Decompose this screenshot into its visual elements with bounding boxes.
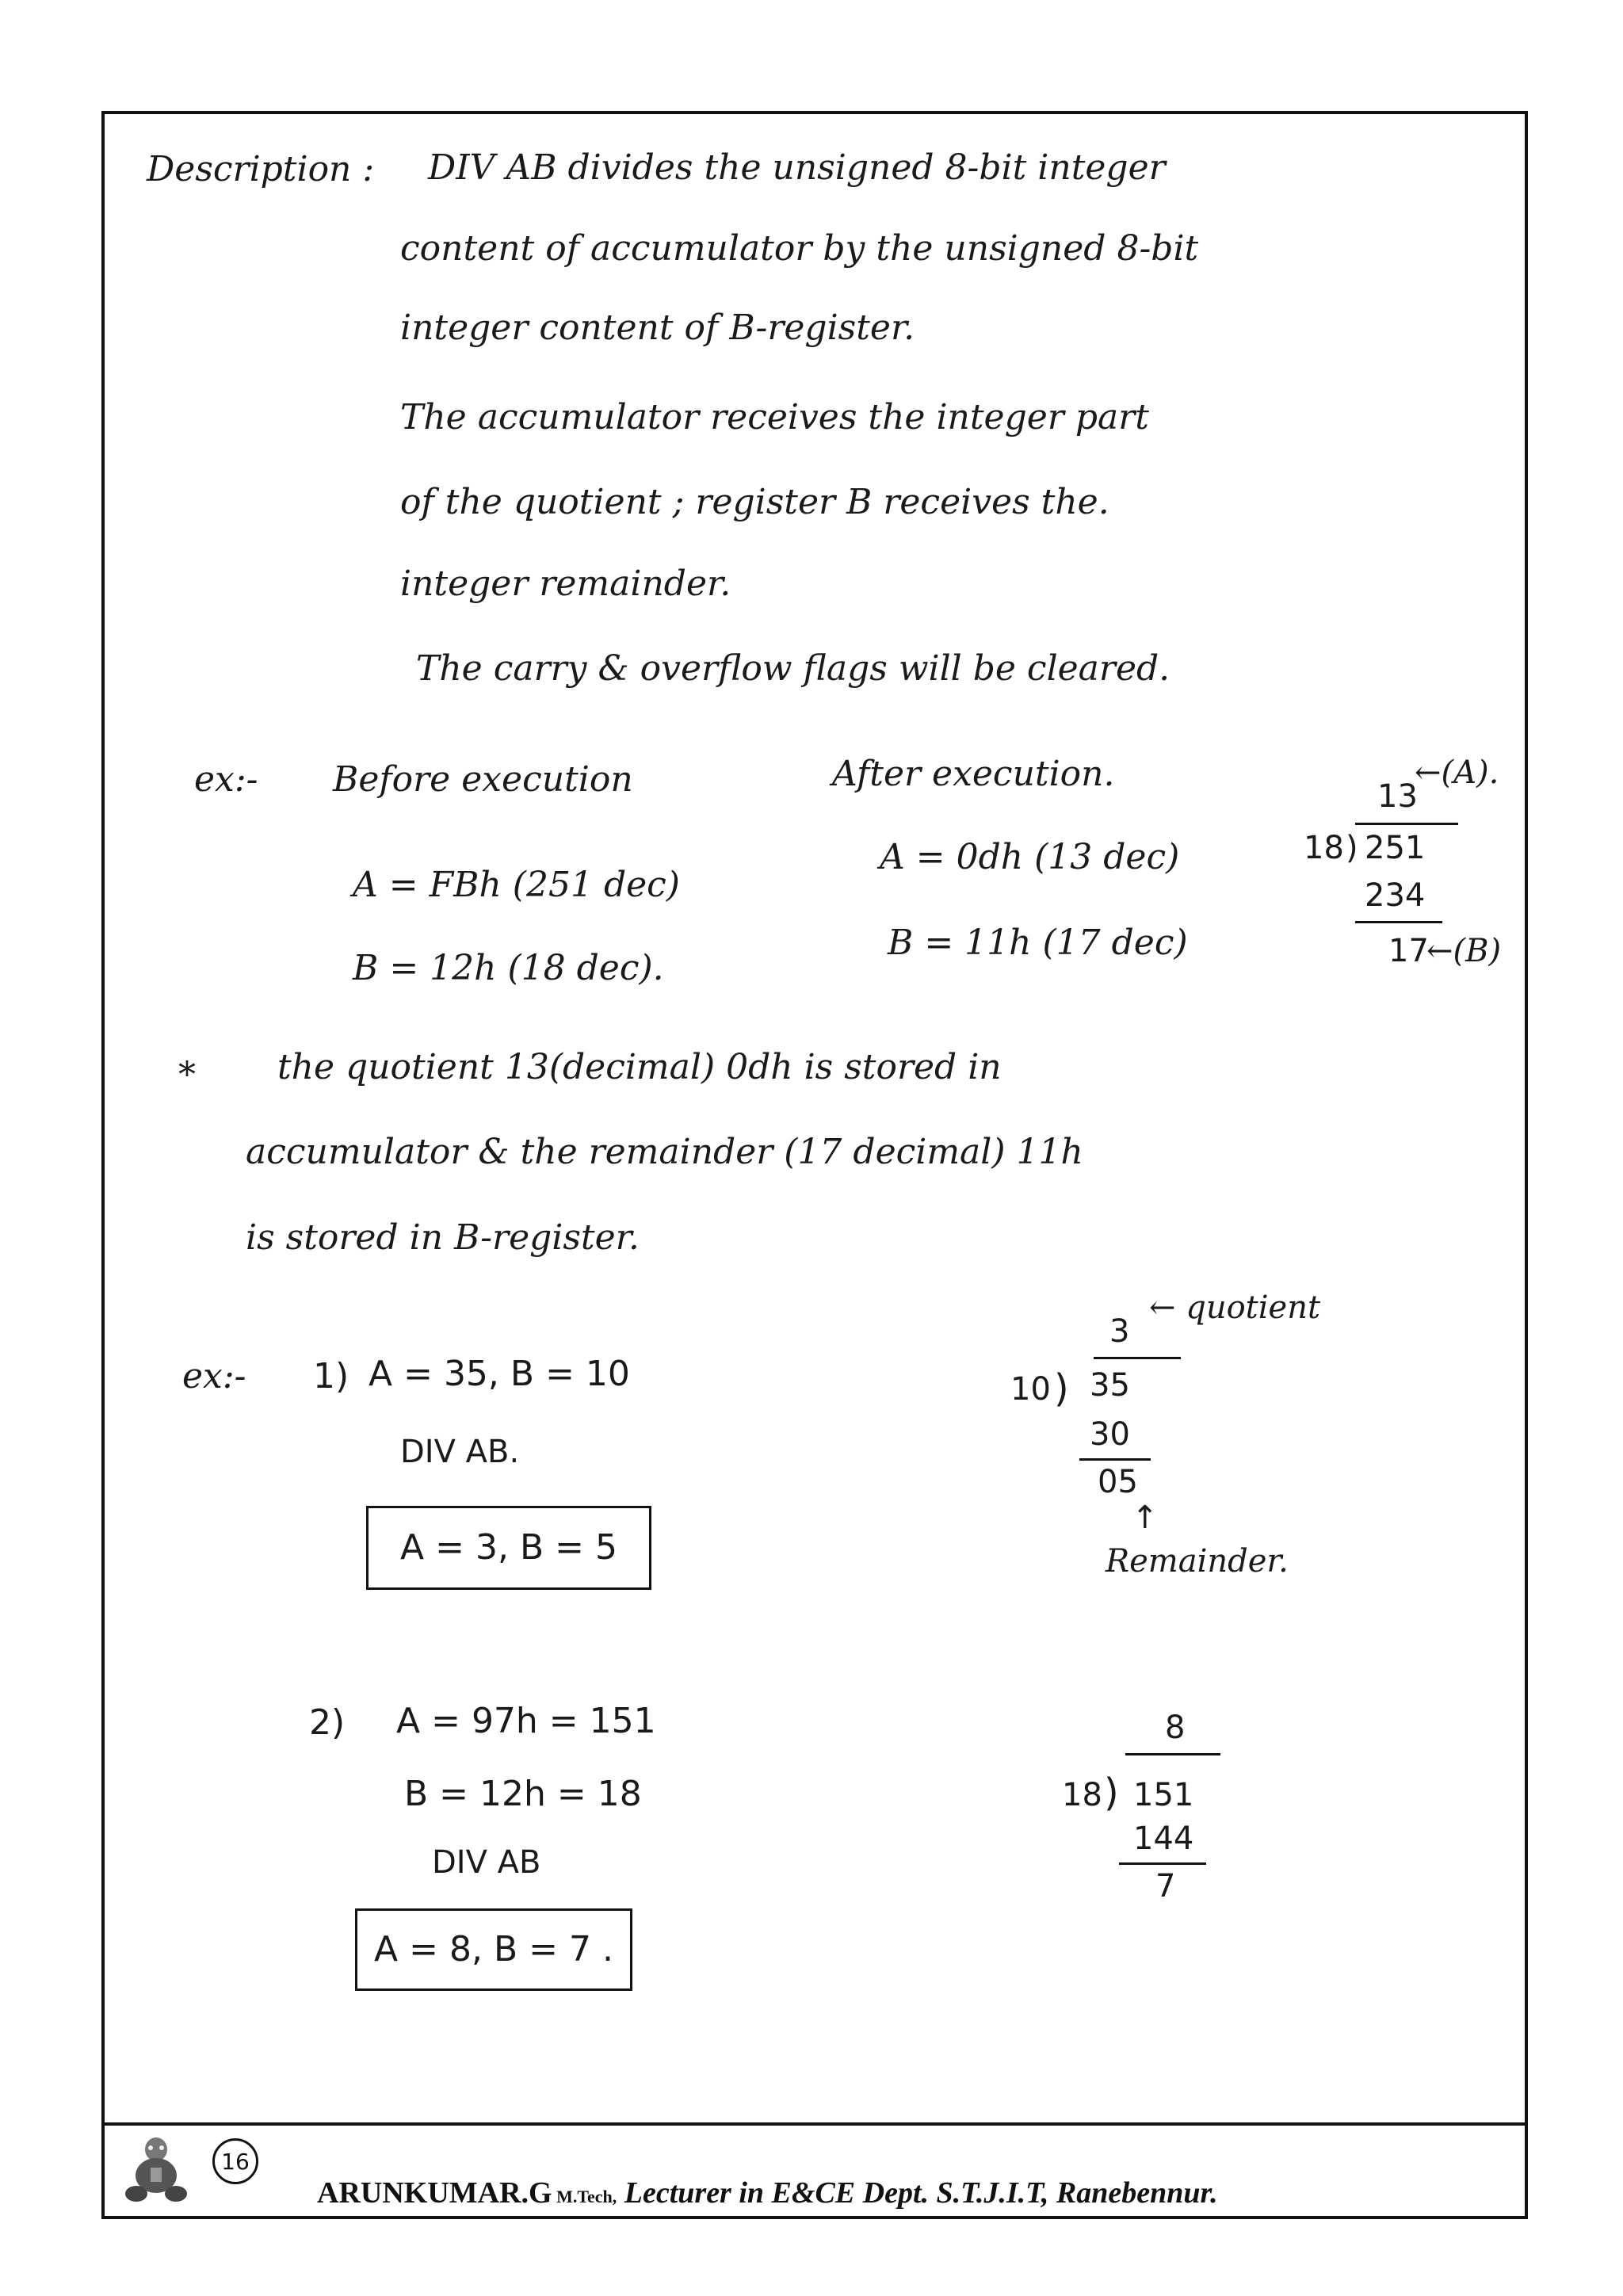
- before-a-value: A = FBh (251 dec): [353, 865, 680, 905]
- description-line-7: The carry & overflow flags will be cleared.: [416, 648, 1170, 689]
- calc2-division-bar: [1094, 1357, 1181, 1359]
- description-line-3: integer content of B-register.: [400, 308, 915, 348]
- calc1-product: 234: [1365, 877, 1426, 914]
- description-line-5: of the quotient ; register B receives the.: [400, 482, 1109, 522]
- item2-result: A = 8, B = 7 .: [374, 1929, 613, 1969]
- calc1-divisor: 18: [1304, 830, 1344, 866]
- page-number-badge: [212, 2138, 258, 2184]
- item1-instruction: DIV AB.: [400, 1434, 520, 1470]
- item2-instruction: DIV AB: [432, 1844, 541, 1881]
- calc3-product: 144: [1133, 1820, 1194, 1857]
- after-b-value: B = 11h (17 dec): [888, 923, 1188, 963]
- calc2-bracket: ): [1054, 1366, 1069, 1411]
- footer-author: ARUNKUMAR.G: [317, 2176, 552, 2210]
- calc3-bracket: ): [1104, 1771, 1119, 1815]
- calc3-subtract-bar: [1119, 1862, 1206, 1865]
- item1-number: 1): [313, 1356, 349, 1396]
- item2-a-value: A = 97h = 151: [396, 1701, 656, 1741]
- item1-given: A = 35, B = 10: [369, 1354, 630, 1394]
- calc3-dividend: 151: [1133, 1777, 1194, 1813]
- calc2-divisor: 10: [1010, 1371, 1051, 1408]
- item1-result: A = 3, B = 5: [400, 1527, 617, 1568]
- calc1-subtract-bar: [1355, 921, 1442, 923]
- calc2-remainder-label: Remainder.: [1106, 1543, 1289, 1580]
- calc1-remainder: 17: [1388, 933, 1429, 969]
- page-number: 16: [221, 2148, 250, 2175]
- calc1-bracket: ): [1346, 830, 1358, 866]
- before-b-value: B = 12h (18 dec).: [353, 948, 664, 988]
- item2-b-value: B = 12h = 18: [404, 1774, 642, 1814]
- calc2-quotient-tag: ← quotient: [1149, 1289, 1321, 1326]
- calc3-quotient: 8: [1165, 1710, 1186, 1746]
- calc2-dividend: 35: [1090, 1367, 1130, 1404]
- before-execution-title: Before execution: [333, 759, 633, 800]
- description-line-4: The accumulator receives the integer part: [400, 397, 1149, 437]
- calc3-divisor: 18: [1062, 1777, 1102, 1813]
- note-line-2: accumulator & the remainder (17 decimal) 11h: [246, 1132, 1083, 1172]
- footer-degree: M.Tech,: [552, 2187, 617, 2206]
- calc2-subtract-bar: [1079, 1458, 1151, 1461]
- remainder-arrow-icon: ↑: [1132, 1499, 1159, 1536]
- calc3-division-bar: [1125, 1753, 1220, 1755]
- calc2-product: 30: [1090, 1416, 1130, 1453]
- example1-label: ex:-: [194, 759, 258, 800]
- after-a-value: A = 0dh (13 dec): [880, 837, 1180, 877]
- calc1-quotient-tag: ←(A).: [1415, 755, 1499, 791]
- description-label: Description :: [147, 149, 375, 189]
- item2-number: 2): [309, 1702, 346, 1743]
- note-star: *: [178, 1055, 196, 1095]
- description-line-6: integer remainder.: [400, 563, 731, 604]
- footer-divider: [101, 2122, 1528, 2126]
- calc1-dividend: 251: [1365, 830, 1426, 866]
- after-execution-title: After execution.: [832, 754, 1115, 794]
- calc2-quotient: 3: [1109, 1313, 1130, 1350]
- calc1-quotient: 13: [1377, 778, 1418, 815]
- footer-role: Lecturer in E&CE Dept. S.T.J.I.T, Ranebennur.: [617, 2176, 1218, 2210]
- example2-label: ex:-: [182, 1356, 246, 1396]
- description-line-1: DIV AB divides the unsigned 8-bit integer: [428, 147, 1166, 188]
- calc3-remainder: 7: [1155, 1868, 1176, 1904]
- calc1-remainder-tag: ←(B): [1426, 933, 1502, 969]
- calc2-remainder: 05: [1098, 1464, 1138, 1500]
- description-line-2: content of accumulator by the unsigned 8-bit: [400, 228, 1199, 269]
- note-line-3: is stored in B-register.: [246, 1217, 640, 1258]
- calc1-division-bar: [1355, 823, 1458, 825]
- note-line-1: the quotient 13(decimal) 0dh is stored in: [277, 1047, 1002, 1087]
- item2-result-box: [355, 1908, 632, 1991]
- author-logo-icon: [119, 2132, 194, 2207]
- item1-result-box: [366, 1506, 651, 1590]
- footer-credit: [317, 2176, 1218, 2210]
